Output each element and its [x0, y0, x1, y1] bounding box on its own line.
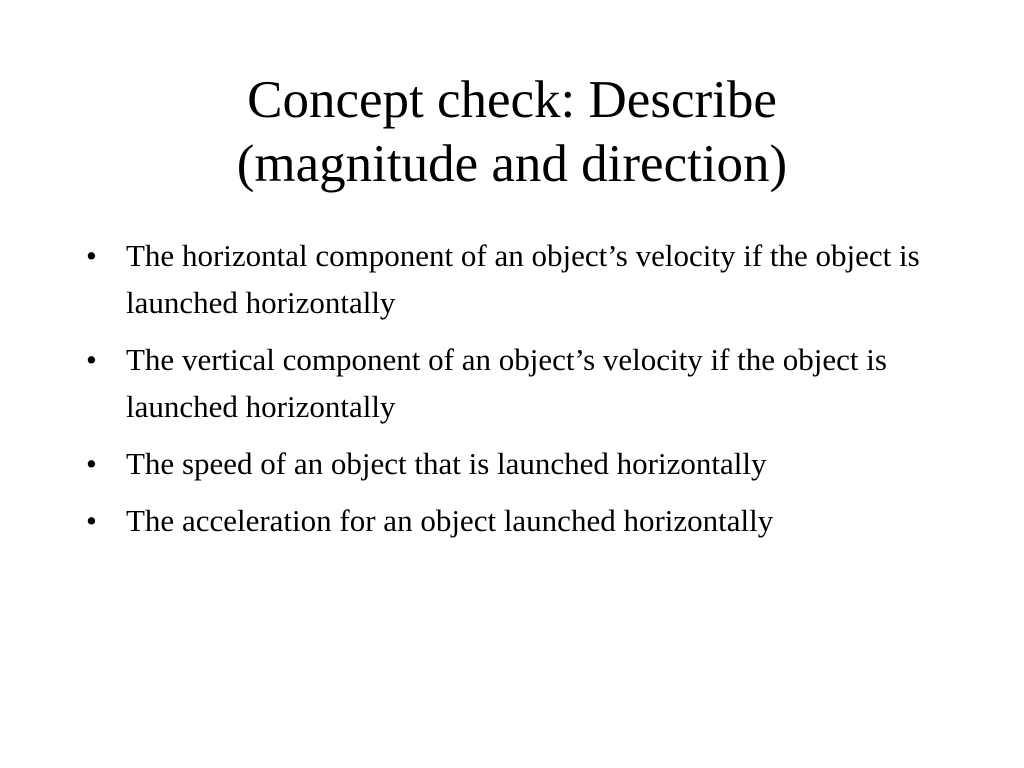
bullet-dot-icon: •	[86, 446, 97, 481]
bullet-item	[86, 232, 926, 326]
bullet-text: The acceleration for an object launched horizontally	[126, 503, 774, 538]
bullet-dot-icon: •	[86, 503, 97, 538]
bullet-list	[86, 232, 926, 554]
slide-title-line-2: (magnitude and direction)	[236, 135, 788, 193]
slide-title-line-1: Concept check: Describe	[247, 71, 777, 129]
bullet-text: The speed of an object that is launched horizontally	[126, 446, 767, 481]
bullet-dot-icon: •	[86, 342, 97, 377]
bullet-dot-icon: •	[86, 238, 97, 273]
bullet-item	[86, 336, 926, 430]
bullet-text: The horizontal component of an object’s velocity if the object is launched horizontally	[126, 238, 920, 320]
slide-title	[72, 68, 952, 196]
bullet-item	[86, 440, 926, 487]
bullet-item	[86, 497, 926, 544]
bullet-text: The vertical component of an object’s velocity if the object is launched horizontally	[126, 342, 887, 424]
